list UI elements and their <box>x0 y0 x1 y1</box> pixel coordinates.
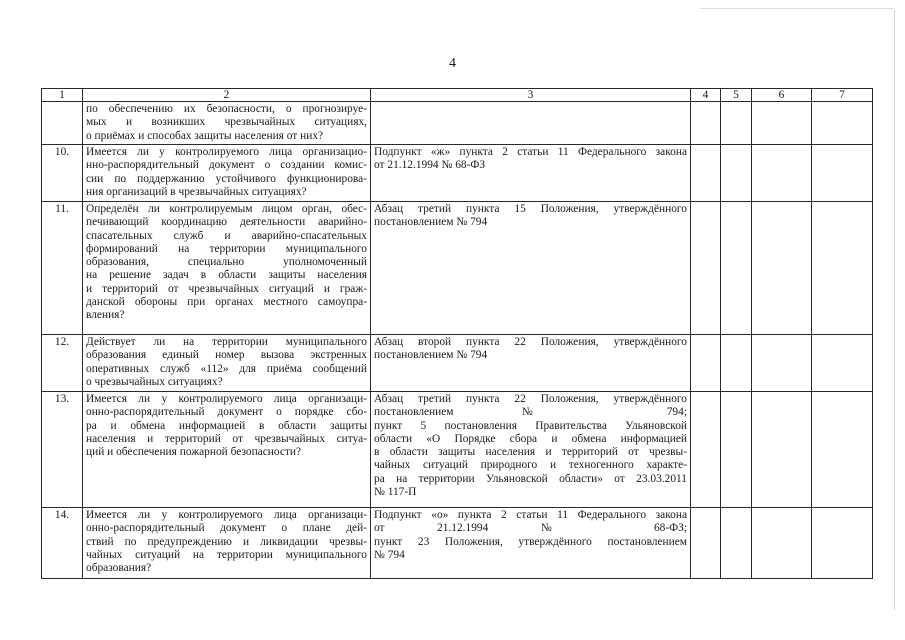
question-cell <box>83 508 371 579</box>
column-header: 4 <box>691 89 721 102</box>
reference-line: в области защиты населения и территорий от чрезвы- <box>374 446 687 459</box>
question-line: печивающий координацию деятельности аварийно- <box>86 216 367 229</box>
mark-cell-7 <box>812 202 873 335</box>
question-line: чайных ситуаций на территории муниципального <box>86 548 367 561</box>
reference-line: чайных ситуаций природного и техногенного характе- <box>374 459 687 472</box>
question-line: Определён ли контролируемым лицом орган, обес- <box>86 203 367 215</box>
reference-cell <box>371 392 691 508</box>
question-line: ствий по предупреждению и ликвидации чрезвы- <box>86 535 367 548</box>
question-line: о чрезвычайных ситуациях? <box>86 375 223 388</box>
row-number: 13. <box>42 392 83 508</box>
question-line: ра и обмена информацией в области защиты <box>86 419 367 432</box>
question-line: оперативных служб «112» для приёма сообщений <box>86 362 367 375</box>
mark-cell-4 <box>691 102 721 145</box>
question-line: образования, специально уполномоченный <box>86 256 367 269</box>
column-header: 5 <box>721 89 752 102</box>
question-line: формирований на территории муниципального <box>86 242 367 255</box>
mark-cell-7 <box>812 102 873 145</box>
mark-cell-4 <box>691 145 721 202</box>
table-body <box>42 102 873 579</box>
question-line: ния организаций в чрезвычайных ситуациях? <box>86 185 307 198</box>
mark-cell-5 <box>721 202 752 335</box>
mark-cell-6 <box>752 392 812 508</box>
mark-cell-5 <box>721 145 752 202</box>
mark-cell-5 <box>721 392 752 508</box>
mark-cell-5 <box>721 102 752 145</box>
row-number: 12. <box>42 335 83 392</box>
question-cell <box>83 202 371 335</box>
question-line: нно-распорядительный документ о создании комис- <box>86 159 367 172</box>
question-line: Действует ли на территории муниципального <box>86 336 367 348</box>
reference-cell <box>371 202 691 335</box>
reference-line: пункт 5 постановления Правительства Ульяновской <box>374 419 687 432</box>
column-header-row <box>42 89 873 102</box>
question-line: ций и обеспечения пожарной безопасности? <box>86 446 302 459</box>
question-line: Имеется ли у контролируемого лица организацио- <box>86 146 367 158</box>
question-cell <box>83 335 371 392</box>
mark-cell-6 <box>752 145 812 202</box>
mark-cell-6 <box>752 335 812 392</box>
mark-cell-7 <box>812 335 873 392</box>
question-line: населения и территорий от чрезвычайных ситуа- <box>86 432 367 445</box>
question-cell <box>83 145 371 202</box>
question-line: о приёмах и способах защиты населения от них? <box>86 129 324 142</box>
reference-cell <box>371 145 691 202</box>
checklist-table <box>41 88 873 579</box>
column-header: 1 <box>42 89 83 102</box>
question-line: спасательных служб и аварийно-спасательных <box>86 229 367 242</box>
question-line: и территорий от чрезвычайных ситуаций и граж- <box>86 282 367 295</box>
mark-cell-5 <box>721 335 752 392</box>
table-row <box>42 202 873 335</box>
question-line: сии по поддержанию устойчивого функционирова- <box>86 172 367 185</box>
page-number: 4 <box>449 56 456 71</box>
question-line: мых и возникших чрезвычайных ситуациях, <box>86 116 367 129</box>
question-cell <box>83 102 371 145</box>
mark-cell-7 <box>812 392 873 508</box>
reference-line: постановлением № 794 <box>374 216 488 229</box>
mark-cell-4 <box>691 508 721 579</box>
mark-cell-6 <box>752 102 812 145</box>
row-number <box>42 102 83 145</box>
reference-cell <box>371 102 691 145</box>
mark-cell-6 <box>752 508 812 579</box>
question-line: онно-распорядительный документ о плане дей- <box>86 522 367 535</box>
mark-cell-4 <box>691 335 721 392</box>
column-header: 3 <box>371 89 691 102</box>
question-line: онно-распорядительный документ о порядке сбо- <box>86 406 367 419</box>
reference-cell <box>371 335 691 392</box>
question-line: на решение задач в области защиты населения <box>86 269 367 282</box>
column-header: 2 <box>83 89 371 102</box>
row-number: 14. <box>42 508 83 579</box>
scan-edge-right <box>894 10 895 610</box>
question-line: Имеется ли у контролируемого лица организаци- <box>86 393 367 405</box>
reference-line: пункт 23 Положения, утверждённого постановлением <box>374 535 687 548</box>
reference-line: постановлением № 794 <box>374 349 488 362</box>
mark-cell-7 <box>812 508 873 579</box>
reference-line: от 21.12.1994 № 68-ФЗ <box>374 159 486 172</box>
table-row <box>42 508 873 579</box>
reference-line: постановлением № 794; <box>374 406 687 419</box>
mark-cell-4 <box>691 392 721 508</box>
table-row <box>42 102 873 145</box>
reference-line: № 794 <box>374 548 405 561</box>
question-line: образования? <box>86 562 152 575</box>
reference-line: Абзац второй пункта 22 Положения, утверждённого <box>374 336 687 348</box>
question-line: образования единый номер вызова экстренных <box>86 349 367 362</box>
reference-line: Абзац третий пункта 22 Положения, утверждённого <box>374 393 687 405</box>
reference-line: от 21.12.1994 № 68-ФЗ; <box>374 522 687 535</box>
mark-cell-6 <box>752 202 812 335</box>
question-line: данской обороны при органах местного самоупра- <box>86 296 367 309</box>
question-line: по обеспечению их безопасности, о прогнозируе- <box>86 103 367 115</box>
table-row <box>42 145 873 202</box>
reference-line: Абзац третий пункта 15 Положения, утверждённого <box>374 203 687 215</box>
mark-cell-4 <box>691 202 721 335</box>
question-line: вления? <box>86 309 125 322</box>
reference-line: области «О Порядке сбора и обмена информацией <box>374 432 687 445</box>
row-number: 11. <box>42 202 83 335</box>
reference-line: ра на территории Ульяновской области» от 23.03.2011 <box>374 472 687 485</box>
column-header: 6 <box>752 89 812 102</box>
question-cell <box>83 392 371 508</box>
row-number: 10. <box>42 145 83 202</box>
column-header: 7 <box>812 89 873 102</box>
reference-line: № 117-П <box>374 486 417 499</box>
reference-line: Подпункт «о» пункта 2 статьи 11 Федерального закона <box>374 509 687 521</box>
reference-line: Подпункт «ж» пункта 2 статьи 11 Федерального закона <box>374 146 687 158</box>
question-line: Имеется ли у контролируемого лица организаци- <box>86 509 367 521</box>
mark-cell-7 <box>812 145 873 202</box>
table-row <box>42 335 873 392</box>
scan-edge-top <box>700 8 894 9</box>
reference-cell <box>371 508 691 579</box>
table-row <box>42 392 873 508</box>
mark-cell-5 <box>721 508 752 579</box>
